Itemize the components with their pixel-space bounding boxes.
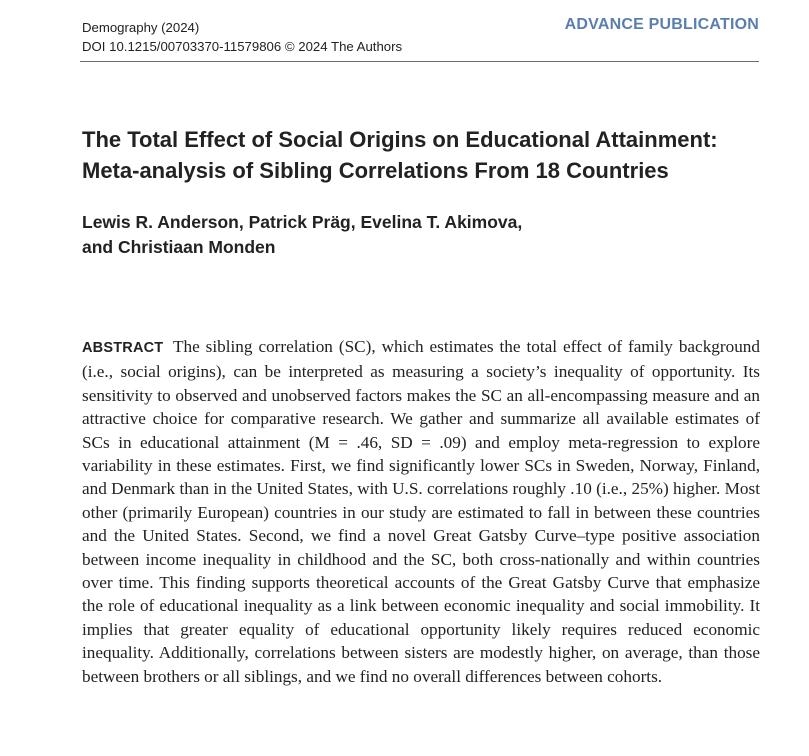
doi-copyright: DOI 10.1215/00703370-11579806 © 2024 The Authors	[82, 39, 403, 54]
journal-name: Demography (2024)	[82, 20, 200, 35]
abstract-label: ABSTRACT	[82, 340, 164, 356]
journal-info	[82, 18, 402, 56]
advance-publication-badge: ADVANCE PUBLICATION	[564, 16, 759, 33]
title-line-2: Meta-analysis of Sibling Correlations From 18 Countries	[82, 158, 669, 183]
author-list	[82, 210, 722, 260]
authors-line-1: Lewis R. Anderson, Patrick Präg, Evelina T. Akimova,	[82, 212, 523, 232]
header-divider	[80, 61, 759, 62]
authors-line-2: and Christiaan Monden	[82, 237, 276, 257]
title-line-1: The Total Effect of Social Origins on Educational Attainment:	[82, 127, 718, 152]
article-title	[82, 124, 782, 186]
abstract-paragraph	[82, 335, 760, 688]
abstract-text: The sibling correlation (SC), which estimates the total effect of family background (i.e., social origins), can be interpreted as measuring a society’s inequality of opportunity. Its sensitivity to observed and unobserved factors makes the SC an all-encompassing measure and an attractive choice for comparative research. We gather and summarize all available estimates of SCs in educational attainment (M = .46, SD = .09) and employ meta-regression to explore variability in these estimates. First, we find significantly lower SCs in Sweden, Norway, Finland, and Denmark than in the United States, with U.S. correlations roughly .10 (i.e., 25%) higher. Most other (primarily European) countries in our study are estimated to fall in between these countries and the United States. Second, we find a novel Great Gatsby Curve–type positive association between income inequality in childhood and the SC, both cross-nationally and within countries over time. This finding supports theoretical accounts of the Great Gatsby Curve that emphasize the role of educational inequality as a link between economic inequality and social immobility. It implies that greater equality of educational opportunity likely requires reduced economic inequality. Additionally, correlations between sisters are modestly higher, on average, than those between brothers or all siblings, and we find no overall differences between cohorts.	[82, 337, 760, 686]
